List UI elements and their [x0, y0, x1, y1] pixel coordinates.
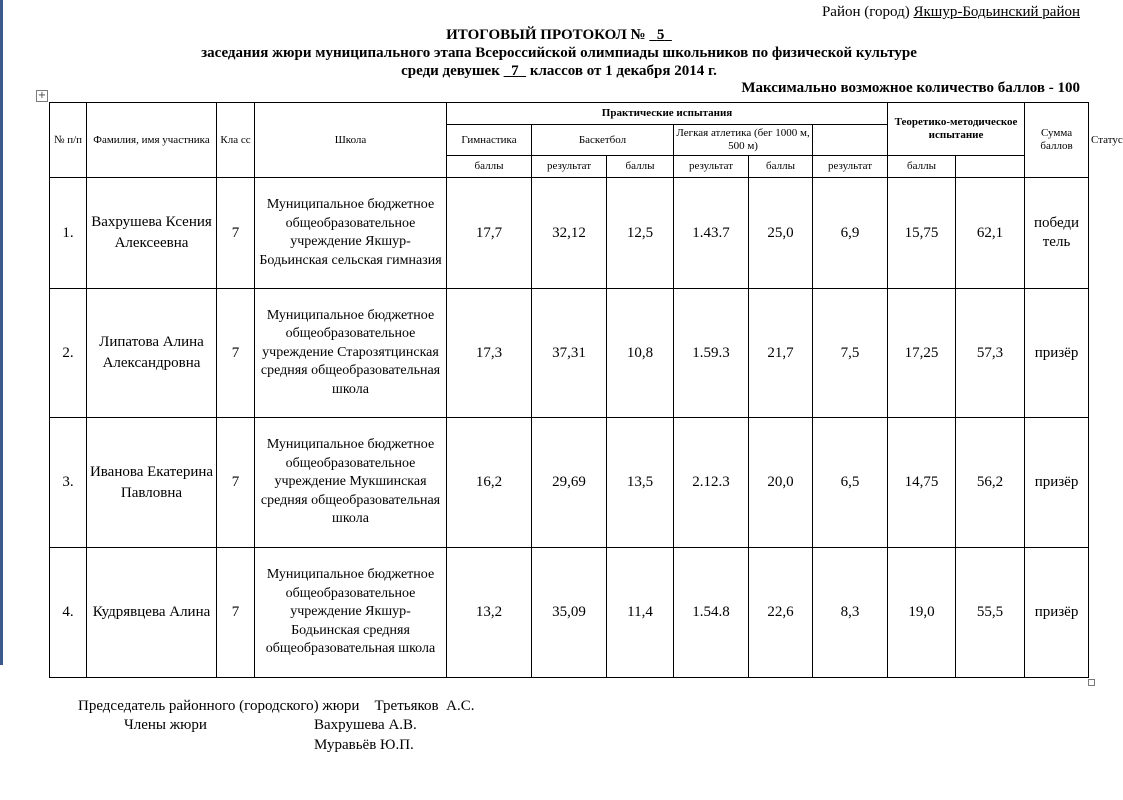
protocol-number: 5: [656, 27, 665, 43]
district-label: Район (город): [821, 4, 910, 20]
row-name: Липатова Алина Александровна: [87, 289, 217, 418]
header-gymnastics: Гимнастика: [447, 125, 532, 156]
header-basketball: Баскетбол: [532, 125, 674, 156]
category-prefix: среди девушек: [401, 63, 500, 79]
row-theory-result: 7,5: [813, 289, 888, 418]
row-name: Иванова Екатерина Павловна: [87, 418, 217, 548]
row-status: призёр: [1025, 418, 1089, 548]
row-ath-result: 2.12.3: [674, 418, 749, 548]
row-bask-points: 12,5: [607, 178, 674, 289]
header-theory: Теоретико-методическое испытание: [888, 103, 1025, 156]
row-gym-points: 13,2: [447, 548, 532, 678]
subheader-ath-result: результат: [674, 156, 749, 178]
district-value: Якшур-Бодьинский район: [913, 4, 1080, 20]
district-line: [822, 4, 1080, 21]
results-table: № п/п Фамилия, имя участника Кла сс Школа Практические испытания Теоретико-методическое испытание Сумма баллов Статус Гимнастика Баскетбол Легкая атлетика (бег 1000 м, 500 м) баллы результат баллы результат баллы результат баллы 1. Вахрушева Ксения Алексеевна 7 Муниципальное бюджетное общеобразовательное учреждение Якшур-Бодьинская сельская гимназия 17,7 32,12 12,5 1.43.7 25,0 6,9 15,75 62,1 победи тель 2. Липатова Алина Александровна 7 Муниципальное бюджетное общеобразовательное учреждение Старозятцинская средняя общеобразовательная школа 17,3 37,31 10,8 1.59.3 21,7 7,5 17,25 57,3 призёр 3. Иванова Екатерина Павловна 7 Муниципальное бюджетное общеобразовательное учреждение Мукшинская средняя общеобразовательная школа 16,2 29,69 13,5 2.12.3 20,0 6,5 14,75 56,2 призёр 4. Кудрявцева Алина 7 Муниципальное бюджетное общеобразовательное учреждение Якшур-Бодьинская средняя общеобразовательная школа 13,2 35,09 11,4 1.54.8 22,6 8,3 19,0 55,5 призёр: [49, 102, 1089, 678]
row-sum: 56,2: [956, 418, 1025, 548]
row-school: Муниципальное бюджетное общеобразовательное учреждение Старозятцинская средняя общеобразовательная школа: [255, 289, 447, 418]
header-sum: Сумма баллов: [1025, 103, 1089, 178]
row-grade: 7: [217, 289, 255, 418]
row-theory-points: 15,75: [888, 178, 956, 289]
row-school: Муниципальное бюджетное общеобразовательное учреждение Якшур-Бодьинская сельская гимназия: [255, 178, 447, 289]
row-grade: 7: [217, 548, 255, 678]
row-gym-points: 17,7: [447, 178, 532, 289]
header-athletics: Легкая атлетика (бег 1000 м, 500 м): [674, 125, 813, 156]
table-resize-handle-icon[interactable]: [1088, 679, 1095, 686]
subheader-gym-points: баллы: [447, 156, 532, 178]
jury-members-label: Члены жюри: [124, 717, 207, 733]
row-sum: 55,5: [956, 548, 1025, 678]
row-sum: 62,1: [956, 178, 1025, 289]
subheader-theory-result: результат: [813, 156, 888, 178]
row-name: Кудрявцева Алина: [87, 548, 217, 678]
row-bask-result: 37,31: [532, 289, 607, 418]
header-num: № п/п: [50, 103, 87, 178]
row-name: Вахрушева Ксения Алексеевна: [87, 178, 217, 289]
protocol-subtitle: заседания жюри муниципального этапа Всероссийской олимпиады школьников по физической культуре: [201, 45, 917, 61]
row-theory-result: 6,5: [813, 418, 888, 548]
header-name: Фамилия, имя участника: [87, 103, 217, 178]
row-bask-points: 13,5: [607, 418, 674, 548]
table-row: [50, 548, 1089, 678]
table-move-handle-icon[interactable]: +: [37, 90, 47, 101]
row-status: победи тель: [1025, 178, 1089, 289]
row-ath-result: 1.54.8: [674, 548, 749, 678]
category-grade: 7: [511, 63, 519, 79]
table-row: [50, 178, 1089, 289]
row-status: призёр: [1025, 289, 1089, 418]
row-bask-result: 32,12: [532, 178, 607, 289]
jury-chair: Председатель районного (городского) жюри Третьяков А.С.: [78, 698, 475, 714]
row-sum: 57,3: [956, 289, 1025, 418]
protocol-title-prefix: ИТОГОВЫЙ ПРОТОКОЛ №: [446, 27, 646, 43]
row-gym-points: 16,2: [447, 418, 532, 548]
subheader-bask-points: баллы: [607, 156, 674, 178]
header-practical: Практические испытания: [447, 103, 888, 125]
row-grade: 7: [217, 178, 255, 289]
row-num: 2.: [50, 289, 87, 418]
header-grade: Кла сс: [217, 103, 255, 178]
subheader-theory-points: баллы: [888, 156, 956, 178]
row-school: Муниципальное бюджетное общеобразовательное учреждение Якшур-Бодьинская средняя общеобразовательная школа: [255, 548, 447, 678]
row-num: 1.: [50, 178, 87, 289]
row-bask-result: 35,09: [532, 548, 607, 678]
row-school: Муниципальное бюджетное общеобразовательное учреждение Мукшинская средняя общеобразовательная школа: [255, 418, 447, 548]
row-theory-result: 8,3: [813, 548, 888, 678]
row-ath-points: 21,7: [749, 289, 813, 418]
protocol-title: [0, 26, 1118, 44]
table-row: [50, 289, 1089, 418]
subheader-bask-result: результат: [532, 156, 607, 178]
row-theory-result: 6,9: [813, 178, 888, 289]
row-num: 3.: [50, 418, 87, 548]
category-suffix: классов от 1 декабря 2014 г.: [529, 63, 717, 79]
row-num: 4.: [50, 548, 87, 678]
subheader-ath-points: баллы: [749, 156, 813, 178]
max-points-line: Максимально возможное количество баллов - 100: [741, 80, 1080, 96]
row-ath-points: 22,6: [749, 548, 813, 678]
row-grade: 7: [217, 418, 255, 548]
header-school: Школа: [255, 103, 447, 178]
row-ath-result: 1.43.7: [674, 178, 749, 289]
jury-member-1: Вахрушева А.В.: [314, 717, 417, 733]
row-ath-points: 20,0: [749, 418, 813, 548]
row-ath-result: 1.59.3: [674, 289, 749, 418]
row-theory-points: 14,75: [888, 418, 956, 548]
row-gym-points: 17,3: [447, 289, 532, 418]
table-row: [50, 418, 1089, 548]
protocol-category: [0, 62, 1118, 80]
row-status: призёр: [1025, 548, 1089, 678]
row-theory-points: 19,0: [888, 548, 956, 678]
row-theory-points: 17,25: [888, 289, 956, 418]
row-bask-points: 11,4: [607, 548, 674, 678]
jury-member-2: Муравьёв Ю.П.: [314, 737, 414, 753]
row-bask-points: 10,8: [607, 289, 674, 418]
row-bask-result: 29,69: [532, 418, 607, 548]
window-left-edge: [0, 0, 3, 665]
row-ath-points: 25,0: [749, 178, 813, 289]
